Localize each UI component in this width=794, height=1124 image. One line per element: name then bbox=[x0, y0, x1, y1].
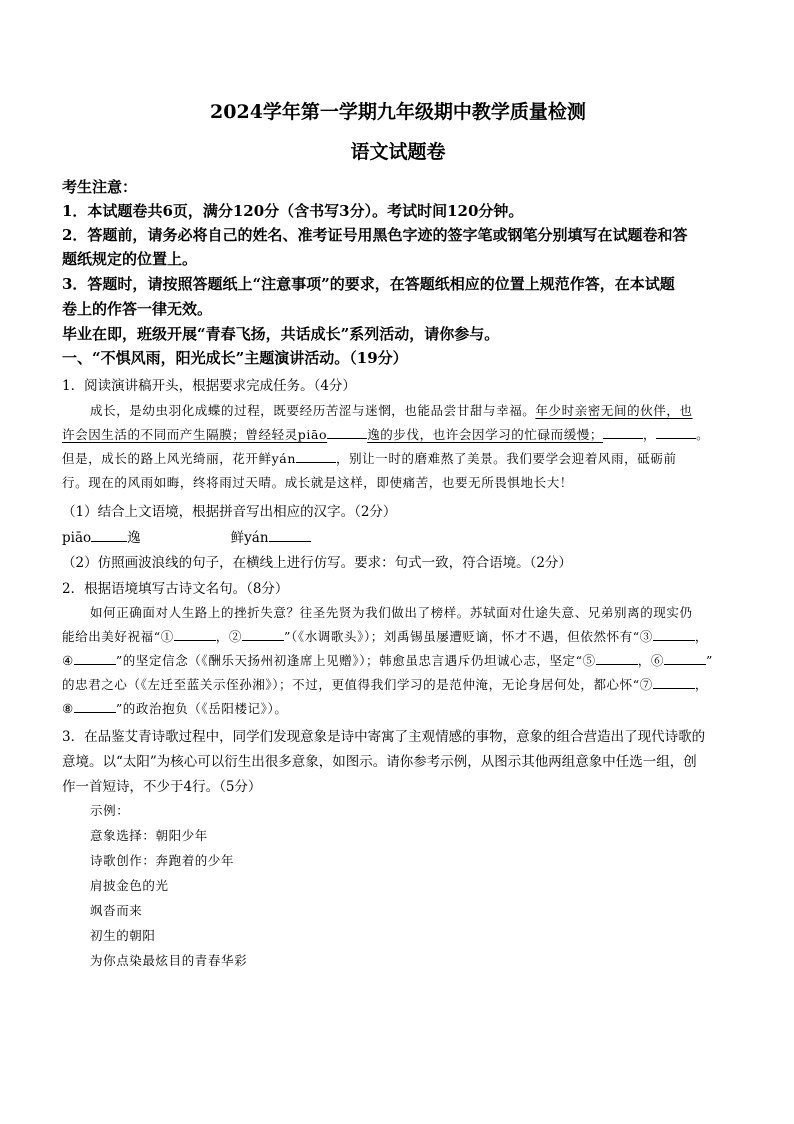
intro-text: 毕业在即，班级开展“青春飞扬，共话成长”系列活动，请你参与。 bbox=[62, 325, 500, 343]
notice-item-1: 1．本试题卷共6页，满分120分（含书写3分）。考试时间120分钟。 bbox=[62, 202, 524, 220]
question-3-line-3: 作一首短诗，不少于4行。（5分） bbox=[62, 779, 262, 795]
text: ， bbox=[694, 629, 708, 644]
pinyin-label-2: 鲜yán bbox=[230, 530, 269, 546]
poem-blank-5[interactable] bbox=[596, 652, 638, 665]
text: ，⑥ bbox=[637, 653, 664, 668]
page-title: 2024学年第一学期九年级期中教学质量检测 bbox=[210, 101, 586, 123]
notice-item-3a: 3．答题时，请按照答题纸上“注意事项”的要求，在答题纸相应的位置上规范作答，在本试题 bbox=[62, 275, 675, 293]
answer-blank-yan[interactable] bbox=[269, 529, 311, 542]
poem-blank-3[interactable] bbox=[653, 628, 695, 641]
comma: ， bbox=[643, 427, 657, 442]
example-label: 示例： bbox=[90, 803, 130, 818]
example-poem-line-1: 诗歌创作：奔跑着的少年 bbox=[90, 853, 235, 868]
poem-blank-7[interactable] bbox=[653, 676, 695, 689]
text: 的忠君之心（《左迁至蓝关示侄孙湘》）；不过，更值得我们学习的是范仲淹，无论身居何处，都心怀“⑦ bbox=[62, 677, 653, 692]
pinyin-blank-2[interactable] bbox=[296, 450, 336, 463]
passage-text: 成长，是幼虫羽化成蝶的过程，既要经历苦涩与迷惘，也能品尝甘甜与幸福。 bbox=[90, 403, 536, 418]
page-subtitle: 语文试题卷 bbox=[350, 141, 446, 163]
passage-text: 但是，成长的路上风光绮丽，花开鲜yán bbox=[62, 451, 296, 466]
text: 能给出美好祝福“① bbox=[62, 629, 174, 644]
passage-line-3 bbox=[62, 449, 677, 467]
poem-blank-6[interactable] bbox=[664, 652, 706, 665]
text: ，② bbox=[215, 629, 242, 644]
wavy-underlined-sentence: 年少时亲密无间的伙伴，也 bbox=[535, 403, 693, 418]
sub-question-2: （2）仿照画波浪线的句子，在横线上进行仿写。要求：句式一致，符合语境。（2分） bbox=[62, 555, 572, 571]
example-poem-line-2: 肩披金色的光 bbox=[90, 878, 169, 893]
text: ， bbox=[694, 677, 708, 692]
example-poem-line-3: 飒沓而来 bbox=[90, 903, 143, 918]
text: ④ bbox=[62, 653, 74, 668]
imitation-blank-1[interactable] bbox=[603, 426, 643, 439]
question-1-stem: 1．阅读演讲稿开头，根据要求完成任务。（4分） bbox=[62, 378, 356, 394]
pinyin-tail: 逸 bbox=[127, 530, 141, 546]
text: ”的政治抱负（《岳阳楼记》）。 bbox=[115, 701, 288, 716]
wavy-underlined-sentence-end: 逸的步伐，也许会因学习的忙碌而缓慢； bbox=[367, 427, 603, 442]
sub-question-1: （1）结合上文语境，根据拼音写出相应的汉字。（2分） bbox=[62, 504, 397, 520]
passage-line-4: 行。现在的风雨如晦，终将雨过天晴。成长就是这样，即使痛苦，也要无所畏惧地长大！ bbox=[62, 475, 573, 490]
question-3-line-1: 3．在品鉴艾青诗歌过程中，同学们发现意象是诗中寄寓了主观情感的事物，意象的组合营造出了现代诗歌的 bbox=[62, 729, 706, 745]
passage-line-1 bbox=[90, 401, 693, 419]
poetry-line-4 bbox=[62, 675, 708, 693]
text: ”（《水调歌头》）；刘禹锡虽屡遭贬谪，怀才不遇，但依然怀有“③ bbox=[284, 629, 653, 644]
text: ” bbox=[705, 653, 713, 668]
section-1-heading: 一、“不惧风雨，阳光成长”主题演讲活动。（19分） bbox=[62, 349, 408, 367]
example-poem-line-4: 初生的朝阳 bbox=[90, 928, 156, 943]
pinyin-label-1: piāo bbox=[62, 530, 92, 546]
poetry-line-1: 如何正确面对人生路上的挫折失意？往圣先贤为我们做出了榜样。苏轼面对仕途失意、兄弟别离的现实仍 bbox=[90, 605, 693, 620]
poem-blank-4[interactable] bbox=[74, 652, 116, 665]
question-3-line-2: 意境。以“太阳”为核心可以衍生出很多意象，如图示。请你参考示例，从图示其他两组意象中任选一组，创 bbox=[62, 754, 697, 770]
poetry-line-5 bbox=[62, 699, 287, 717]
poetry-line-2 bbox=[62, 627, 708, 645]
text: ⑧ bbox=[62, 701, 74, 716]
poem-blank-1[interactable] bbox=[174, 628, 216, 641]
pinyin-answer-line bbox=[62, 526, 311, 546]
poetry-line-3 bbox=[62, 651, 713, 669]
example-imagery: 意象选择：朝阳少年 bbox=[90, 828, 208, 843]
passage-line-2 bbox=[62, 425, 709, 443]
text: ”的坚定信念（《酬乐天扬州初逢席上见赠》）；韩愈虽忠言遇斥仍坦诚心志，坚定“⑤ bbox=[115, 653, 596, 668]
notice-heading: 考生注意： bbox=[62, 178, 138, 196]
poem-blank-8[interactable] bbox=[74, 700, 116, 713]
question-2-stem: 2．根据语境填写古诗文名句。（8分） bbox=[62, 581, 289, 597]
period: 。 bbox=[696, 427, 710, 442]
imitation-blank-2[interactable] bbox=[656, 426, 696, 439]
example-poem-line-5: 为你点染最炫目的青春华彩 bbox=[90, 953, 248, 968]
notice-item-3b: 卷上的作答一律无效。 bbox=[62, 300, 213, 318]
poem-blank-2[interactable] bbox=[242, 628, 284, 641]
passage-text: ，别让一时的磨难熬了美景。我们要学会迎着风雨，砥砺前 bbox=[335, 451, 677, 466]
notice-item-2b: 题纸规定的位置上。 bbox=[62, 250, 198, 268]
pinyin-blank-1[interactable] bbox=[327, 426, 367, 439]
wavy-underlined-sentence-cont: 许会因生活的不同而产生隔膜；曾经轻灵piāo bbox=[62, 427, 328, 442]
notice-item-2a: 2．答题前，请务必将自己的姓名、准考证号用黑色字迹的签字笔或钢笔分别填写在试题卷和答 bbox=[62, 226, 688, 244]
answer-blank-piao[interactable] bbox=[91, 529, 127, 542]
